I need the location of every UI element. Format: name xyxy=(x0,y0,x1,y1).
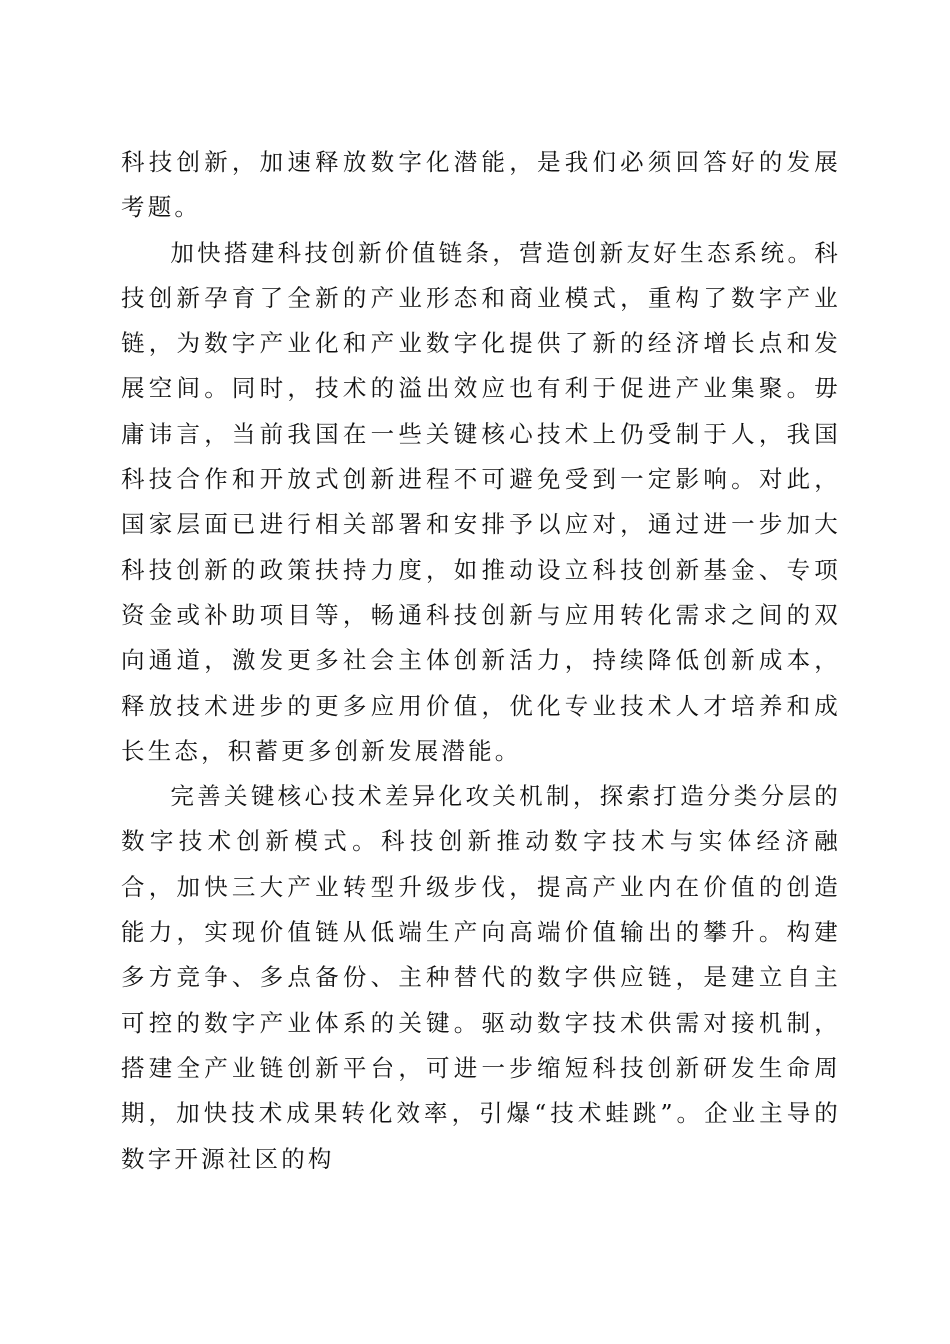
paragraph-core-technology: 完善关键核心技术差异化攻关机制，探索打造分类分层的数字技术创新模式。科技创新推动数字技术与实体经济融合，加快三大产业转型升级步伐，提高产业内在价值的创造能力，实现价值链从低端生产向高端价值输出的攀升。构建多方竞争、多点备份、主种替代的数字供应链，是建立自主可控的数字产业体系的关键。驱动数字技术供需对接机制，搭建全产业链创新平台，可进一步缩短科技创新研发生命周期，加快技术成果转化效率，引爆“技术蛙跳”。企业主导的数字开源社区的构 xyxy=(121,782,841,1173)
paragraph-value-chain: 加快搭建科技创新价值链条，营造创新友好生态系统。科技创新孕育了全新的产业形态和商业模式，重构了数字产业链，为数字产业化和产业数字化提供了新的经济增长点和发展空间。同时，技术的溢出效应也有利于促进产业集聚。毋庸讳言，当前我国在一些关键核心技术上仍受制于人，我国科技合作和开放式创新进程不可避免受到一定影响。对此，国家层面已进行相关部署和安排予以应对，通过进一步加大科技创新的政策扶持力度，如推动设立科技创新基金、专项资金或补助项目等，畅通科技创新与应用转化需求之间的双向通道，激发更多社会主体创新活力，持续降低创新成本，释放技术进步的更多应用价值，优化专业技术人才培养和成长生态，积蓄更多创新发展潜能。 xyxy=(121,238,841,765)
paragraph-continuation: 科技创新，加速释放数字化潜能，是我们必须回答好的发展考题。 xyxy=(121,148,841,222)
document-body xyxy=(121,140,841,1182)
